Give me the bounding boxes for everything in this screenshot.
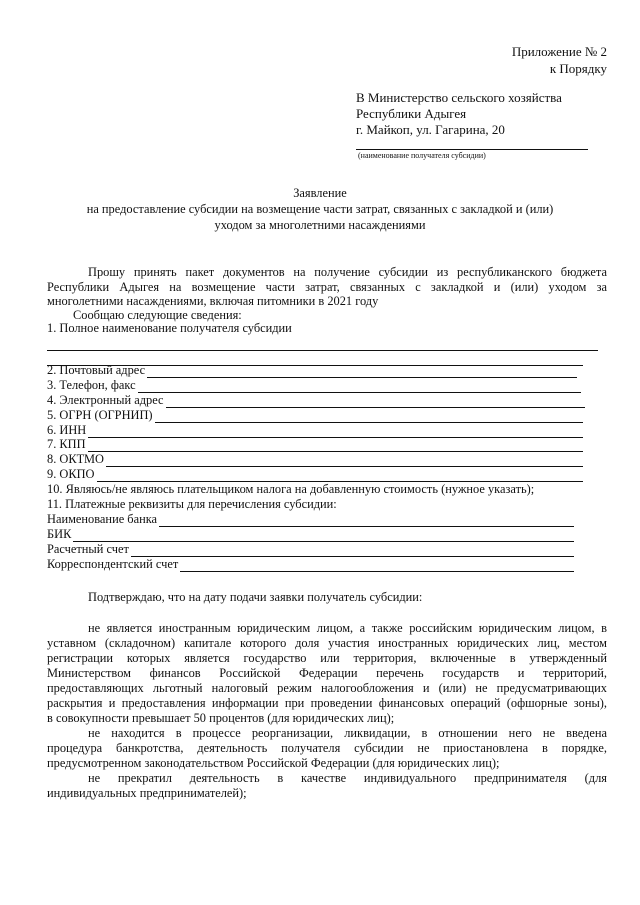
confirm-p1-line-2: уставном (складочном) капитале которого доля участия иностранных юридических лиц, местом: [47, 636, 607, 650]
field-oktmo: [47, 452, 583, 467]
document-title: Заявление: [293, 186, 347, 200]
addressee-line-3: г. Майкоп, ул. Гагарина, 20: [356, 122, 505, 137]
field-ogrn-label: 5. ОГРН (ОГРНИП): [47, 408, 153, 422]
field-oktmo-line: [106, 455, 583, 467]
addressee-caption: (наименование получателя субсидии): [358, 151, 486, 160]
confirm-p2-line-2: процедура банкротства, деятельность получателя субсидии не приостановлена в порядке,: [47, 741, 607, 755]
addressee-underline: [356, 149, 588, 150]
field-postal-address-label: 2. Почтовый адрес: [47, 363, 146, 377]
field-postal-address: [47, 363, 577, 378]
appendix-line-1: Приложение № 2: [511, 44, 607, 59]
field-kpp-line: [88, 440, 583, 452]
confirm-p3-line-1: не прекратил деятельность в качестве индивидуального предпринимателя (для: [88, 771, 607, 785]
confirm-p2-line-3: предусмотренном законодательством Российской Федерации (для юридических лиц);: [47, 756, 500, 770]
field-inn: [47, 423, 583, 438]
field-corr-account-line: [180, 560, 574, 572]
field-bank-name: [47, 512, 574, 527]
field-account-label: Расчетный счет: [47, 542, 129, 556]
field-account-line: [131, 545, 574, 557]
confirm-heading: Подтверждаю, что на дату подачи заявки получатель субсидии:: [88, 590, 423, 604]
field-kpp: [47, 437, 583, 452]
field-phone-fax-label: 3. Телефон, факс: [47, 378, 136, 392]
confirm-p1-line-7: в совокупности превышает 50 процентов (для юридических лиц);: [47, 711, 395, 725]
intro-line-3: многолетними насаждениями, включая питомники в 2021 году: [47, 294, 379, 308]
field-bank-name-label: Наименование банка: [47, 512, 158, 526]
field-okpo-label: 9. ОКПО: [47, 467, 95, 481]
title-subject-line-1: на предоставление субсидии на возмещение части затрат, связанных с закладкой и (или): [86, 202, 554, 216]
field-ogrn-line: [155, 411, 583, 423]
field-corr-account-label: Корреспондентский счет: [47, 557, 179, 571]
addressee-line-2: Республики Адыгея: [356, 106, 467, 121]
title-subject-line-2: уходом за многолетними насаждениями: [214, 218, 426, 232]
confirm-p1-line-1: не является иностранным юридическим лицом, а также российским юридическим лицом, в: [88, 621, 607, 635]
field-full-name-line-1: [47, 350, 598, 351]
confirm-p1-line-6: раскрытия и предоставления информации при проведении финансовых операций (офшорные зоны),: [47, 696, 607, 710]
field-account: [47, 542, 574, 557]
addressee-line-1: В Министерство сельского хозяйства: [356, 90, 562, 105]
confirm-p2-line-1: не находится в процессе реорганизации, ликвидации, в отношении него не введена: [88, 726, 607, 740]
intro-line-4: Сообщаю следующие сведения:: [73, 308, 242, 322]
intro-line-2: Республики Адыгея на возмещение части затрат, связанных с закладкой и (или) уходом за: [47, 280, 607, 294]
field-corr-account: [47, 557, 574, 572]
field-email: [47, 393, 585, 408]
field-bik: [47, 527, 574, 542]
intro-line-1: Прошу принять пакет документов на получение субсидии из республиканского бюджета: [88, 265, 607, 279]
field-email-label: 4. Электронный адрес: [47, 393, 164, 407]
field-okpo: [47, 467, 583, 482]
confirm-p1-line-3: регистрации которых является государство или территория, включенные в утвержденный: [47, 651, 607, 665]
field-bik-label: БИК: [47, 527, 72, 541]
field-vat-status: 10. Являюсь/не являюсь плательщиком налога на добавленную стоимость (нужное указать);: [47, 482, 535, 496]
field-phone-fax-line: [138, 381, 581, 393]
field-okpo-line: [97, 470, 584, 482]
confirm-p3-line-2: индивидуальных предпринимателей);: [47, 786, 247, 800]
field-oktmo-label: 8. ОКТМО: [47, 452, 104, 466]
confirm-p1-line-4: Министерством финансов Российской Федерации перечень государств и территорий,: [47, 666, 607, 680]
field-bik-line: [73, 530, 574, 542]
field-kpp-label: 7. КПП: [47, 437, 86, 451]
confirm-p1-line-5: предоставляющих льготный налоговый режим налогообложения и (или) не предусматривающих: [47, 681, 607, 695]
field-email-line: [166, 396, 585, 408]
field-postal-address-line: [147, 366, 577, 378]
field-ogrn: [47, 408, 583, 423]
field-phone-fax: [47, 378, 581, 393]
field-full-name-label: 1. Полное наименование получателя субсидии: [47, 321, 292, 335]
field-inn-label: 6. ИНН: [47, 423, 87, 437]
appendix-line-2: к Порядку: [549, 61, 607, 76]
field-payment-details-label: 11. Платежные реквизиты для перечисления субсидии:: [47, 497, 337, 511]
field-bank-name-line: [159, 515, 574, 527]
